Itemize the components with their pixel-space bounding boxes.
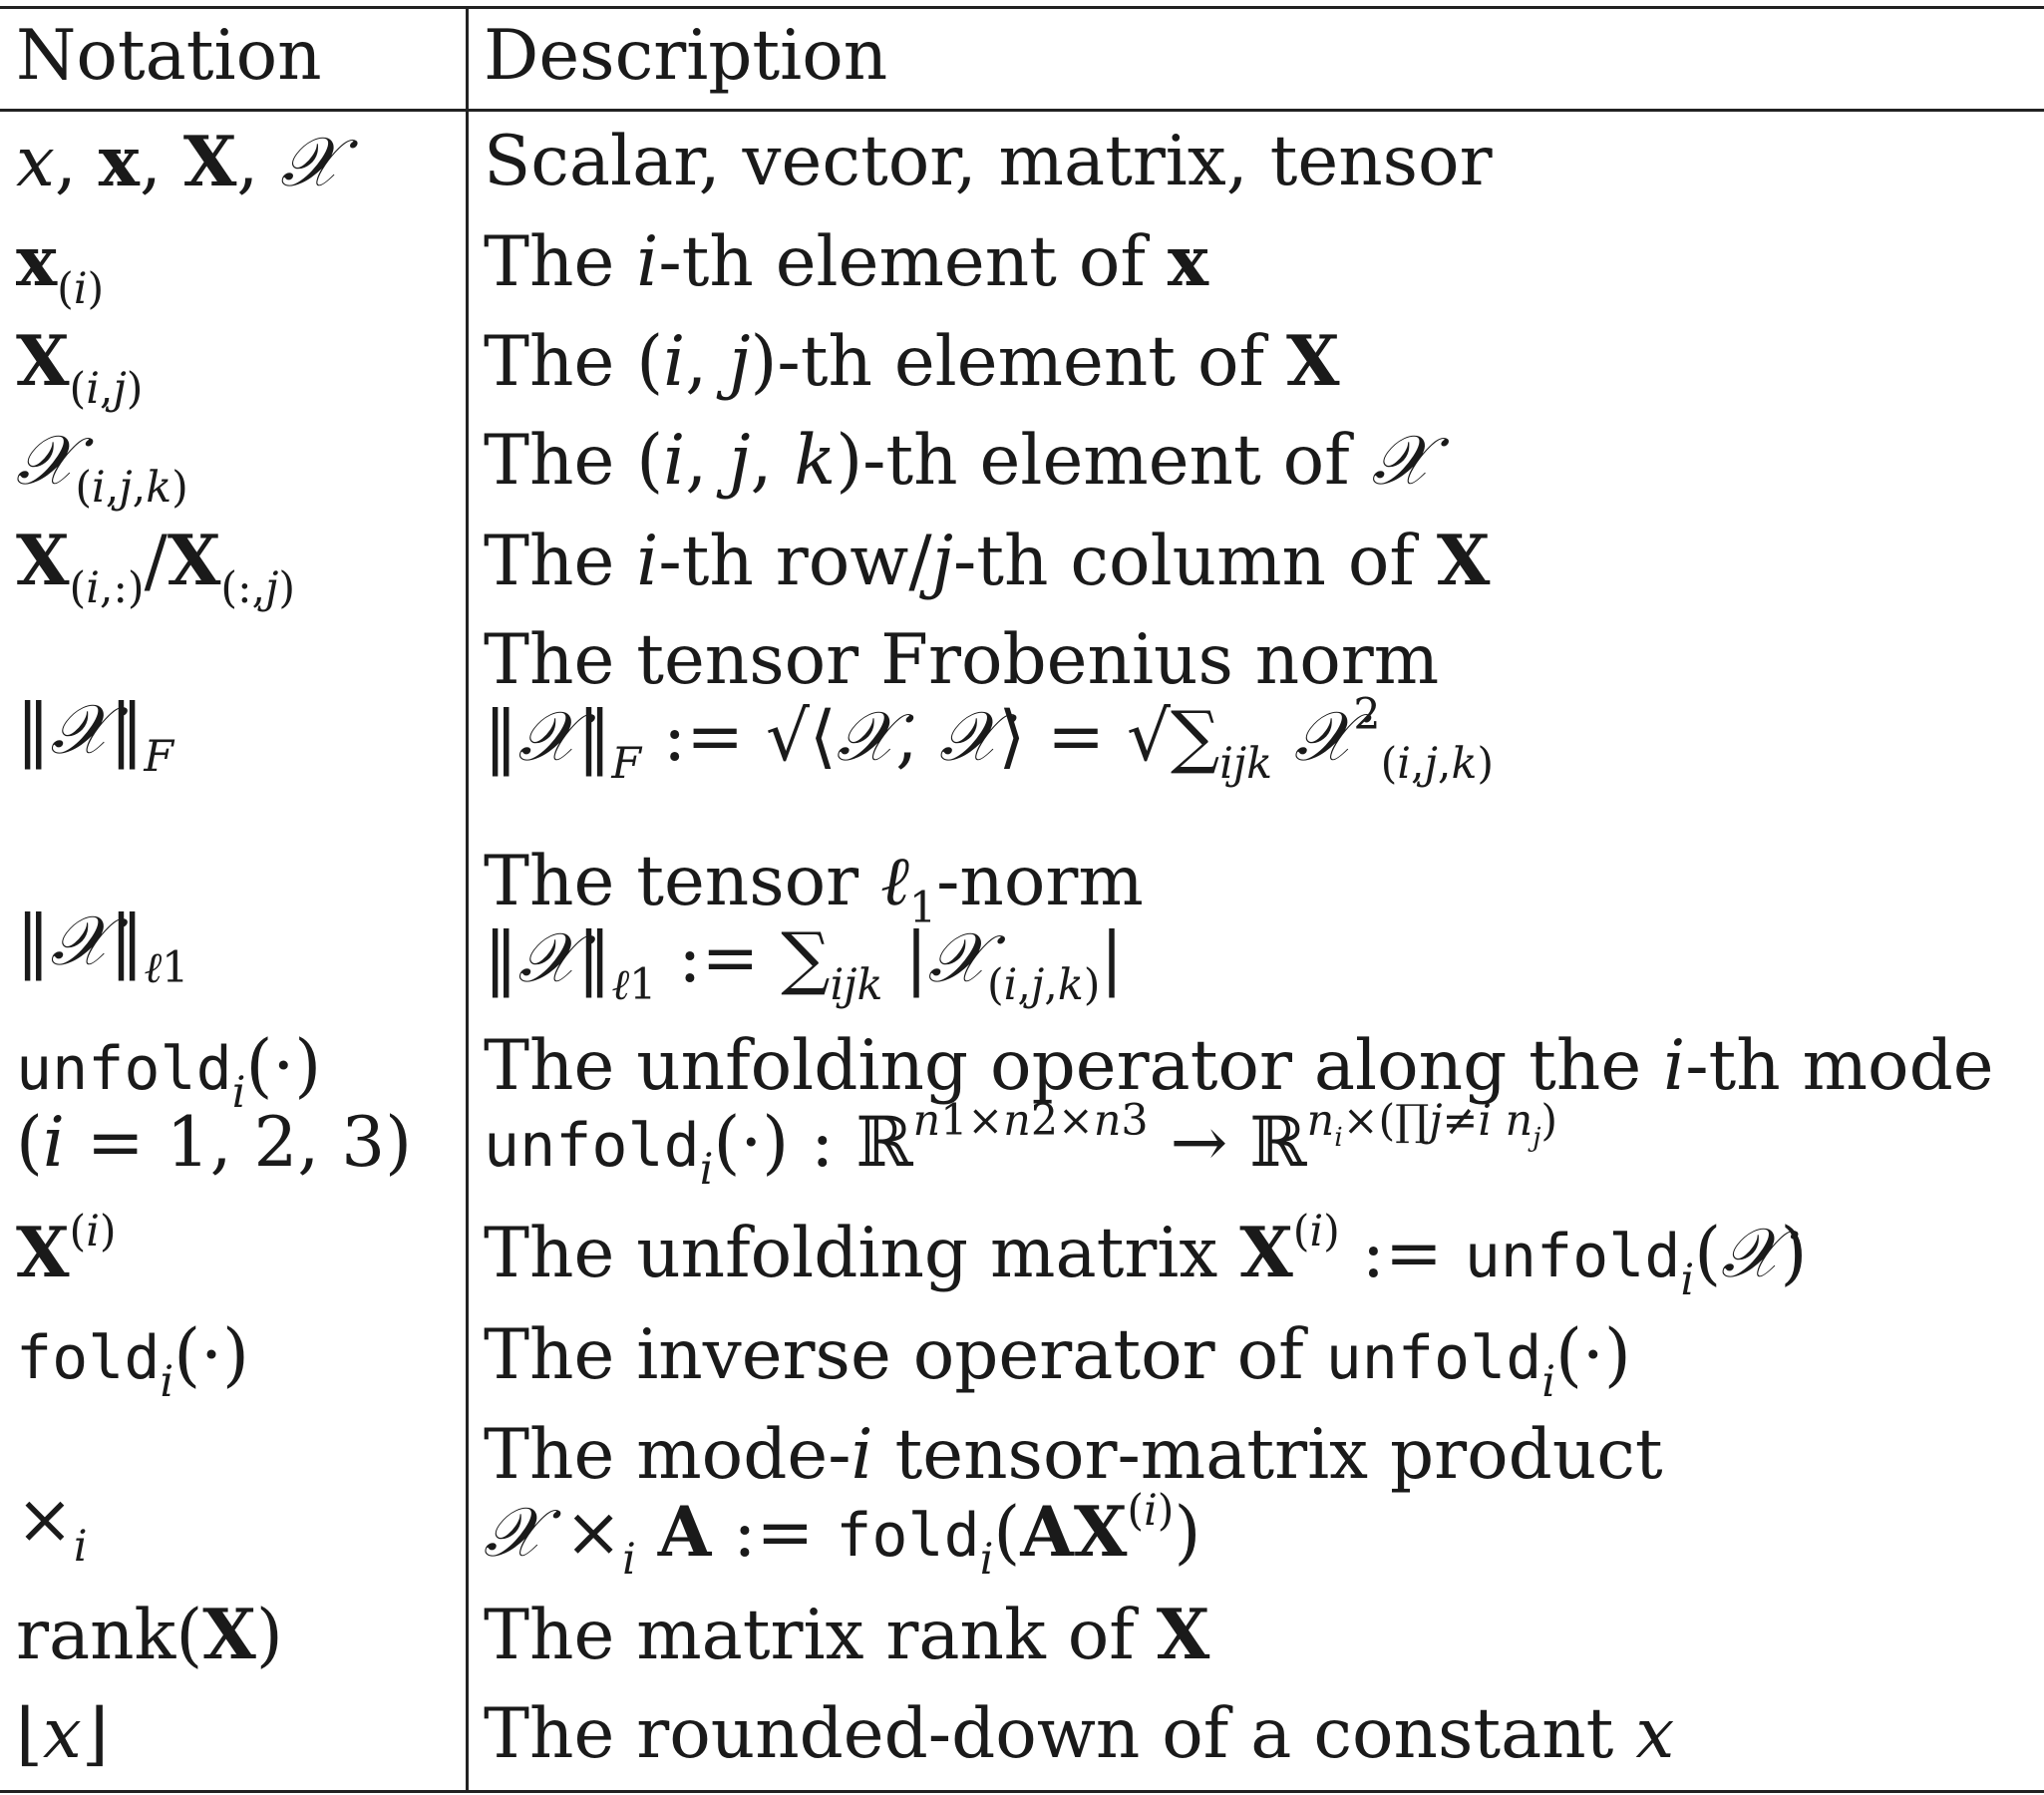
column-divider [466,6,469,1791]
table-row-notation: $X^{(i)}$ [16,1207,117,1293]
table-row-notation: $\times_i$ [16,1480,88,1572]
header-description: Description [484,16,888,96]
table-top-rule [0,6,2044,9]
table-row-description: The (i, j)-th element of X [484,321,1340,402]
table-bottom-rule [0,1790,2044,1793]
header-rule [0,109,2044,112]
table-row-description: Scalar, vector, matrix, tensor [484,122,1493,201]
table-row-notation: $x_{(i)}$ [16,221,105,314]
table-row-notation: rank(X) [16,1595,283,1675]
table-row-description: The unfolding operator along the i-th mode unfold$_i$(·) : ℝ$^{n1\times n2\times n3}$ → ℝ$^{n_i\times(\prod j\ne i n_j)}$ [484,1026,1994,1195]
table-row-notation: fold$_i$(·) [16,1315,249,1407]
table-row-notation: $‖𝒳‖_F$ [16,690,174,782]
table-row-notation: $‖𝒳‖_{\ell 1}$ [16,901,189,993]
table-row-notation: $X_{(i,:)}/X_{(:,j)}$ [16,521,296,613]
table-row-description: The rounded-down of a constant x [484,1694,1675,1774]
table-row-notation: $X_{(i,j)}$ [16,321,144,414]
table-row-notation: x, x, X, 𝒳 [16,122,340,202]
table-row-description: The inverse operator of unfold$_i$(·) [484,1315,1631,1407]
table-row-description: The matrix rank of X [484,1595,1210,1675]
table-row-description: The (i, j, k)-th element of 𝒳 [484,421,1431,501]
table-row-description: The unfolding matrix $X^{(i)}$ := unfold$_i$(𝒳) [484,1207,1808,1305]
table-row-notation: 𝒳$_{(i,j,k)}$ [16,421,188,513]
table-row-description: The tensor Frobenius norm $‖𝒳‖_F$ := √⟨𝒳, 𝒳⟩ = $√\sum_{ijk}$ 𝒳$^2_{(i,j,k)}$ [484,620,1495,789]
table-row-description: The i-th element of x [484,221,1208,302]
header-notation: Notation [16,16,322,96]
table-row-description: The tensor ℓ$_1$-norm $‖𝒳‖_{\ell 1}$ := $\sum_{ijk}$ |𝒳$_{(i,j,k)}$| [484,842,1144,1010]
table-row-notation: ⌊x⌋ [16,1694,109,1774]
table-row-description: The mode-i tensor-matrix product 𝒳 $\times_i$ A := $fold_i(AX^{(i)})$ [484,1415,1663,1585]
table-row-description: The i-th row/j-th column of X [484,521,1491,601]
table-row-notation: unfold$_i$(·) (i = 1, 2, 3) [16,1026,413,1183]
